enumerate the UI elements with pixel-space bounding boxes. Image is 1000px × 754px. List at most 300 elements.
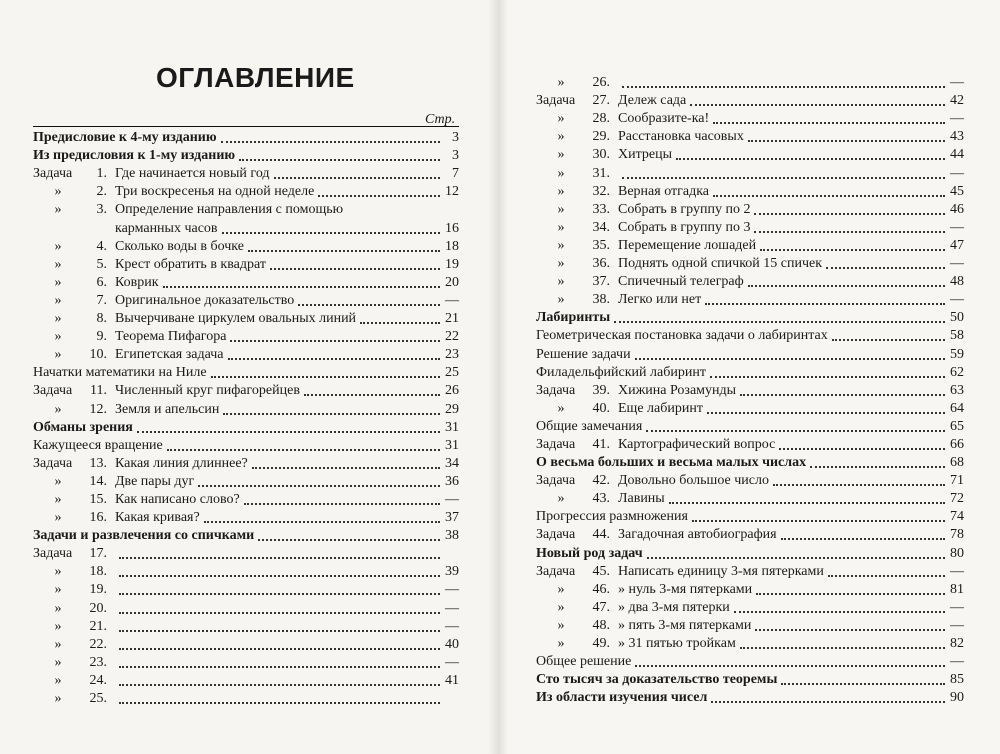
dot-leader [304,394,440,396]
toc-entry-title: Легко или нет [618,292,702,308]
toc-entry-number: 22. [89,636,107,652]
dot-leader [318,195,440,197]
toc-entry-number: 18. [89,564,107,580]
toc-entry-title: О весьма больших и весьма малых числах [536,455,807,471]
toc-entry-page: 81 [950,581,964,597]
dot-leader [252,467,440,469]
toc-entry-kind: » [557,581,565,597]
toc-entry [33,654,459,672]
toc-entry-number: 7. [96,292,107,308]
toc-entry-title: Собрать в группу по 2 [618,201,751,217]
toc-entry-title: Из области изучения чисел [536,690,708,706]
toc-entry-number: 5. [96,256,107,272]
dot-leader [119,684,440,686]
dot-leader [826,267,945,269]
toc-entry-kind: » [557,274,565,290]
toc-entry-page: — [950,111,964,127]
dot-leader [239,159,440,161]
toc-entry-title: Три воскресенья на одной неделе [115,184,315,200]
toc-entry-kind: » [54,311,62,327]
toc-entry-title: Хижина Розамунды [618,382,737,398]
dot-leader [119,648,440,650]
toc-entry [536,526,964,544]
toc-entry-title: Собрать в группу по 3 [618,219,751,235]
toc-entry-title: Решение задачи [536,346,631,362]
toc-entry-kind: Задача [536,527,576,543]
toc-entry-number: 42. [592,473,610,489]
toc-entry-page: 41 [445,672,459,688]
toc-entry [33,419,459,437]
toc-entry-number: 46. [592,581,610,597]
toc-entry-kind: » [54,600,62,616]
toc-entry-number: 25. [89,691,107,706]
dot-leader [755,629,945,631]
dot-leader [647,557,945,559]
dot-leader [707,412,945,414]
toc-entry-title: Теорема Пифагора [115,329,227,345]
toc-entry-title: Новый род задач [536,545,643,561]
toc-entry-number: 12. [89,401,107,417]
toc-entry-number: 8. [96,311,107,327]
toc-entry-title: » два 3-мя пятерки [618,599,730,615]
toc-entry-title: Коврик [115,274,159,290]
dot-leader [705,303,945,305]
toc-entry [536,74,964,92]
toc-entry-page: 48 [950,274,964,290]
toc-entry [536,364,964,382]
toc-entry-kind: » [54,491,62,507]
toc-entry [33,618,459,636]
toc-entry-page: 3 [452,148,459,164]
toc-entry-number: 3. [96,202,107,218]
toc-entry-page: 65 [950,418,964,434]
toc-entry-title: Лабиринты [536,310,611,326]
toc-entry-number: 1. [96,166,107,182]
toc-entry-title: Картографический вопрос [618,436,776,452]
toc-entry-kind: » [54,202,62,218]
toc-entry-number: 24. [89,672,107,688]
toc-entry-number: 28. [592,111,610,127]
toc-list-right [536,74,964,707]
toc-entry-page: 40 [445,636,459,652]
toc-entry-kind: » [557,183,565,199]
dot-leader [119,612,440,614]
toc-entry [33,491,459,509]
dot-leader [740,394,945,396]
toc-entry-number: 10. [89,347,107,363]
dot-leader [222,232,440,234]
toc-entry-number: 49. [592,636,610,651]
dot-leader [119,557,440,559]
toc-entry-number: 6. [96,274,107,290]
dot-leader [137,431,440,433]
toc-entry-title: Хитрецы [618,147,673,163]
toc-entry-page: — [445,618,459,634]
page-column-label: Стр. [425,112,456,127]
toc-entry-page: — [950,654,964,670]
toc-entry-kind: » [54,691,62,706]
toc-entry-number: 21. [89,618,107,634]
toc-entry-number: 33. [592,201,610,217]
dot-leader [347,213,440,215]
toc-entry-page: 36 [445,473,459,489]
toc-entry-number: 2. [96,184,107,200]
toc-entry-kind: » [54,292,62,308]
toc-entry [536,201,964,219]
toc-entry [536,164,964,182]
toc-entry [536,110,964,128]
dot-leader [740,647,945,649]
toc-entry-number: 47. [592,599,610,615]
toc-entry-kind: » [557,400,565,416]
dot-leader [748,140,945,142]
toc-entry-page: 23 [445,347,459,363]
toc-entry [33,672,459,690]
toc-entry [536,237,964,255]
toc-entry-page: 58 [950,328,964,344]
toc-entry-title: Какая кривая? [115,510,200,526]
toc-entry-page: 78 [950,527,964,543]
toc-entry-page: 18 [445,238,459,254]
toc-entry-page: 31 [445,419,459,435]
toc-entry-title: Перемещение лошадей [618,237,757,253]
toc-entry-title: Расстановка часовых [618,129,744,145]
toc-entry-page: — [950,256,964,272]
toc-entry-title: Прогрессия размножения [536,509,688,525]
toc-list-left [33,126,459,708]
toc-entry [536,255,964,273]
dot-leader [274,177,440,179]
toc-entry-kind: » [557,75,565,91]
toc-entry-title: Общие замечания [536,418,643,434]
toc-entry-page: 19 [445,256,459,272]
toc-entry [33,400,459,418]
toc-entry [536,544,964,562]
dot-leader [270,268,440,270]
toc-entry [536,92,964,110]
toc-entry-number: 40. [592,400,610,416]
toc-entry [33,292,459,310]
toc-entry-page: — [445,491,459,507]
dot-leader [781,538,945,540]
toc-entry-title: Земля и апельсин [115,401,220,417]
toc-entry-title: Написать единицу 3-мя пятерками [618,563,824,579]
toc-entry-kind: » [557,599,565,615]
toc-entry-page: 46 [950,201,964,217]
toc-entry-page: 29 [445,401,459,417]
toc-entry-page: 71 [950,473,964,489]
toc-entry-kind: » [557,256,565,272]
dot-leader [198,485,440,487]
book-gutter [488,0,508,754]
dot-leader [119,630,440,632]
toc-entry-kind: » [557,111,565,127]
toc-entry [536,472,964,490]
toc-entry-page: 63 [950,382,964,398]
toc-entry-page: — [950,292,964,308]
toc-entry-title: » пять 3-мя пятерками [618,617,752,633]
toc-entry-page: 85 [950,672,964,688]
toc-entry [536,146,964,164]
toc-entry-page: 16 [445,220,459,236]
toc-entry [33,382,459,400]
toc-entry [33,201,459,219]
dot-leader [748,285,945,287]
toc-entry-title: » 31 пятью тройкам [618,636,736,651]
toc-entry-kind: Задача [33,546,73,562]
toc-entry-kind: » [557,292,565,308]
dot-leader [754,231,945,233]
toc-entry-page: 22 [445,329,459,345]
toc-entry-number: 4. [96,238,107,254]
toc-entry-title: Довольно большое число [618,473,769,489]
toc-entry-title: Общее решение [536,654,632,670]
toc-entry [33,636,459,654]
toc-entry-page: — [445,654,459,670]
toc-entry-kind: Задача [536,563,576,579]
toc-entry-title: Верная отгадка [618,183,710,199]
toc-entry-page: 74 [950,509,964,525]
dot-leader [810,466,945,468]
dot-leader [622,86,945,88]
dot-leader [360,322,440,324]
toc-entry-page: — [445,600,459,616]
toc-entry-kind: » [54,329,62,345]
toc-entry [536,563,964,581]
toc-entry [33,581,459,599]
toc-entry-page: — [445,582,459,598]
toc-entry-number: 9. [96,329,107,345]
toc-entry [536,617,964,635]
toc-entry-page: 64 [950,400,964,416]
dot-leader [713,122,945,124]
dot-leader [711,701,945,703]
toc-entry-number: 44. [592,527,610,543]
toc-entry-kind: » [54,473,62,489]
toc-entry-page: 82 [950,636,964,651]
toc-entry [536,635,964,653]
toc-entry [33,310,459,328]
toc-entry-title: Численный круг пифагорейцев [115,383,300,399]
toc-entry-kind: » [557,201,565,217]
toc-entry-kind: » [54,636,62,652]
toc-entry-title: Дележ сада [618,93,687,109]
toc-entry-kind: » [557,636,565,651]
toc-entry-number: 11. [90,383,107,399]
toc-entry-page: 90 [950,690,964,706]
toc-entry [536,581,964,599]
toc-entry-number: 29. [592,129,610,145]
toc-entry-kind: » [54,347,62,363]
toc-entry-title: Филадельфийский лабиринт [536,364,706,380]
toc-entry-number: 26. [592,75,610,91]
toc-entry-kind: » [557,165,565,181]
toc-entry-title: Геометрическая постановка задачи о лабиринтах [536,328,828,344]
toc-entry-number: 48. [592,617,610,633]
toc-entry-kind: Задача [33,383,73,399]
toc-entry-kind: » [54,618,62,634]
dot-leader [230,340,440,342]
toc-entry [33,256,459,274]
toc-entry-number: 43. [592,491,610,507]
dot-leader [832,339,945,341]
toc-entry [536,671,964,689]
toc-entry-title: Оригинальное доказательство [115,292,295,308]
toc-entry [33,183,459,201]
toc-entry-page: — [445,292,459,308]
toc-entry [33,545,459,563]
toc-entry-page: 25 [445,365,459,381]
toc-entry [536,345,964,363]
dot-leader [119,593,440,595]
toc-entry [33,129,459,147]
toc-entry-number: 32. [592,183,610,199]
toc-entry-number: 14. [89,473,107,489]
toc-entry [33,509,459,527]
toc-entry-title: Как написано слово? [115,491,240,507]
dot-leader [828,575,945,577]
toc-entry-kind: » [54,184,62,200]
toc-entry-kind: » [54,672,62,688]
toc-entry [33,328,459,346]
dot-leader [248,250,440,252]
toc-entry-title: » нуль 3-мя пятерками [618,581,753,597]
toc-entry-number: 36. [592,256,610,272]
dot-leader [646,430,945,432]
toc-entry-kind: Задача [536,436,576,452]
toc-entry-title: карманных часов [115,220,218,236]
toc-entry [536,128,964,146]
toc-entry-kind: Задача [33,455,73,471]
toc-entry-number: 15. [89,491,107,507]
toc-entry-kind: Задача [33,166,73,182]
toc-entry-number: 20. [89,600,107,616]
toc-entry-title: Сообразите-ка! [618,111,710,127]
toc-entry [33,563,459,581]
toc-entry-kind: » [54,274,62,290]
toc-entry-kind: » [557,147,565,163]
dot-leader [211,376,440,378]
toc-entry-number: 27. [592,93,610,109]
toc-entry-title: Поднять одной спичкой 15 спичек [618,256,823,272]
toc-entry-kind: Задача [536,382,576,398]
toc-entry-title: Вычерчиване циркулем овальных линий [115,311,357,327]
toc-entry-title: Определение направления с помощью [115,202,344,218]
toc-entry [536,418,964,436]
toc-entry-title: Крест обратить в квадрат [115,256,266,272]
dot-leader [204,521,440,523]
dot-leader [779,448,945,450]
toc-entry [33,690,459,708]
toc-entry [33,165,459,183]
dot-leader [614,321,945,323]
toc-entry-page: 37 [445,510,459,526]
toc-entry-title: Две пары дуг [115,473,195,489]
toc-entry-title: Где начинается новый год [115,166,270,182]
toc-entry-page: 7 [452,166,459,182]
dot-leader [228,358,440,360]
toc-entry [536,273,964,291]
toc-entry-number: 34. [592,219,610,235]
dot-leader [760,249,945,251]
toc-entry [33,238,459,256]
toc-entry-page: 42 [950,93,964,109]
toc-entry-title: Лавины [618,491,665,507]
toc-entry-number: 41. [592,436,610,452]
toc-entry [33,364,459,382]
toc-entry-kind: » [54,256,62,272]
dot-leader [754,213,945,215]
toc-entry-page: — [950,617,964,633]
toc-entry-title: Сколько воды в бочке [115,238,244,254]
toc-entry [33,346,459,364]
toc-entry [536,183,964,201]
toc-entry-kind: » [557,237,565,253]
dot-leader [119,702,440,704]
toc-entry-kind: » [557,129,565,145]
toc-entry-page: — [950,599,964,615]
dot-leader [710,376,945,378]
toc-entry [33,599,459,617]
toc-entry-title: Обманы зрения [33,419,133,435]
toc-entry [33,455,459,473]
toc-entry-page: 50 [950,310,964,326]
dot-leader [258,539,440,541]
dot-leader [223,413,440,415]
toc-entry-title: Какая линия длиннее? [115,455,248,471]
toc-entry [33,219,459,237]
toc-entry-page: 66 [950,436,964,452]
toc-entry-page: 44 [950,147,964,163]
toc-entry [536,653,964,671]
toc-entry [536,291,964,309]
toc-entry [536,327,964,345]
toc-entry-page: 34 [445,455,459,471]
toc-entry-number: 30. [592,147,610,163]
toc-entry-page: 59 [950,346,964,362]
toc-entry [536,309,964,327]
toc-entry-page: 62 [950,364,964,380]
toc-entry [33,147,459,165]
dot-leader [244,503,440,505]
toc-entry [536,599,964,617]
toc-entry-title: Начатки математики на Ниле [33,365,207,381]
toc-entry-page: 20 [445,274,459,290]
toc-entry-page: 47 [950,237,964,253]
toc-entry [536,454,964,472]
toc-entry-number: 19. [89,582,107,598]
toc-entry-title: Загадочная автобиография [618,527,777,543]
toc-entry-number: 13. [89,455,107,471]
toc-entry-kind: » [54,510,62,526]
dot-leader [298,304,440,306]
toc-entry-kind: » [557,491,565,507]
toc-entry-number: 39. [592,382,610,398]
toc-entry-number: 17. [89,546,107,562]
toc-entry-number: 23. [89,654,107,670]
toc-entry-number: 37. [592,274,610,290]
dot-leader [713,195,945,197]
toc-entry [33,527,459,545]
dot-leader [690,104,945,106]
dot-leader [669,502,945,504]
toc-entry-page: 31 [445,437,459,453]
toc-entry-title: Задачи и развлечения со спичками [33,528,255,544]
toc-entry-page: — [950,219,964,235]
dot-leader [119,666,440,668]
dot-leader [167,449,440,451]
toc-entry-kind: Задача [536,473,576,489]
